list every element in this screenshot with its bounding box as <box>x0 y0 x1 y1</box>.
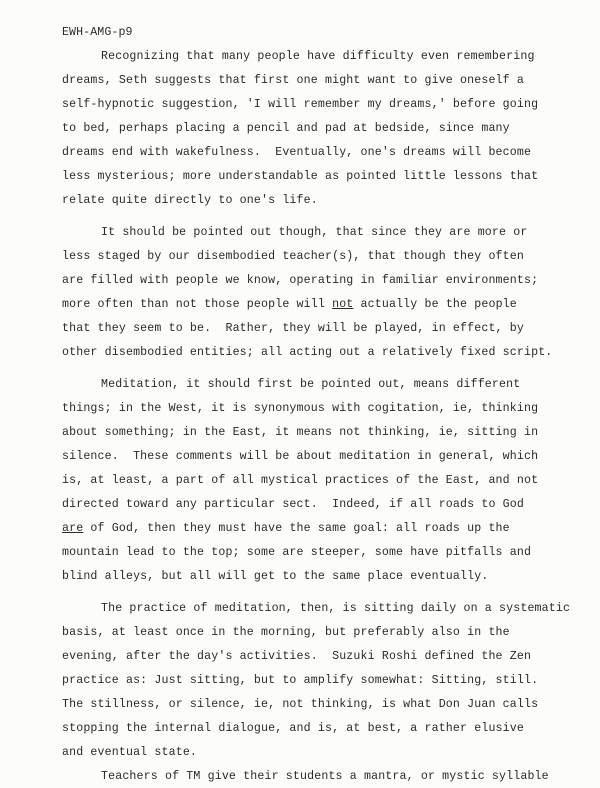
paragraph-3-line-6: directed toward any particular sect. Indeed, if all roads to God <box>62 498 524 511</box>
paragraph-3-line-5: is, at least, a part of all mystical practices of the East, and not <box>62 474 539 487</box>
underlined-word: are <box>62 522 84 535</box>
paragraph-1-line-3: self-hypnotic suggestion, 'I will remember my dreams,' before going <box>62 98 539 111</box>
paragraph-3-line-4: silence. These comments will be about meditation in general, which <box>62 450 539 463</box>
paragraph-5-line-1: Teachers of TM give their students a mantra, or mystic syllable <box>101 770 549 783</box>
paragraph-4-line-3: evening, after the day's activities. Suzuki Roshi defined the Zen <box>62 650 532 663</box>
paragraph-4-line-7: and eventual state. <box>62 746 198 759</box>
line-segment: actually be the people <box>353 298 517 311</box>
line-segment: more often than not those people will <box>62 298 333 311</box>
page-header-id: EWH-AMG-p9 <box>62 26 133 39</box>
paragraph-2-line-4 <box>62 298 517 311</box>
paragraph-2-line-3: are filled with people we know, operating in familiar environments; <box>62 274 539 287</box>
paragraph-3-line-7 <box>62 522 510 535</box>
paragraph-2-line-5: that they seem to be. Rather, they will be played, in effect, by <box>62 322 524 335</box>
paragraph-3-line-3: about something; in the East, it means not thinking, ie, sitting in <box>62 426 539 439</box>
paragraph-3-line-1: Meditation, it should first be pointed out, means different <box>101 378 521 391</box>
paragraph-2-line-1: It should be pointed out though, that since they are more or <box>101 226 528 239</box>
paragraph-3-line-8: mountain lead to the top; some are steeper, some have pitfalls and <box>62 546 532 559</box>
paragraph-3-line-2: things; in the West, it is synonymous with cogitation, ie, thinking <box>62 402 539 415</box>
paragraph-4-line-4: practice as: Just sitting, but to amplify somewhat: Sitting, still. <box>62 674 539 687</box>
paragraph-4-line-5: The stillness, or silence, ie, not thinking, is what Don Juan calls <box>62 698 539 711</box>
underlined-word: not <box>332 298 354 311</box>
paragraph-2-line-6: other disembodied entities; all acting out a relatively fixed script. <box>62 346 553 359</box>
paragraph-4-line-6: stopping the internal dialogue, and is, at best, a rather elusive <box>62 722 524 735</box>
paragraph-1-line-7: relate quite directly to one's life. <box>62 194 318 207</box>
paragraph-3-line-9: blind alleys, but all will get to the same place eventually. <box>62 570 489 583</box>
paragraph-2-line-2: less staged by our disembodied teacher(s), that though they often <box>62 250 524 263</box>
paragraph-1-line-6: less mysterious; more understandable as pointed little lessons that <box>62 170 539 183</box>
paragraph-1-line-4: to bed, perhaps placing a pencil and pad at bedside, since many <box>62 122 510 135</box>
paragraph-1-line-1: Recognizing that many people have difficulty even remembering <box>101 50 535 63</box>
paragraph-4-line-2: basis, at least once in the morning, but preferably also in the <box>62 626 510 639</box>
paragraph-4-line-1: The practice of meditation, then, is sitting daily on a systematic <box>101 602 571 615</box>
line-segment: of God, then they must have the same goal: all roads up the <box>83 522 510 535</box>
paragraph-1-line-5: dreams end with wakefulness. Eventually, one's dreams will become <box>62 146 532 159</box>
paragraph-1-line-2: dreams, Seth suggests that first one might want to give oneself a <box>62 74 524 87</box>
